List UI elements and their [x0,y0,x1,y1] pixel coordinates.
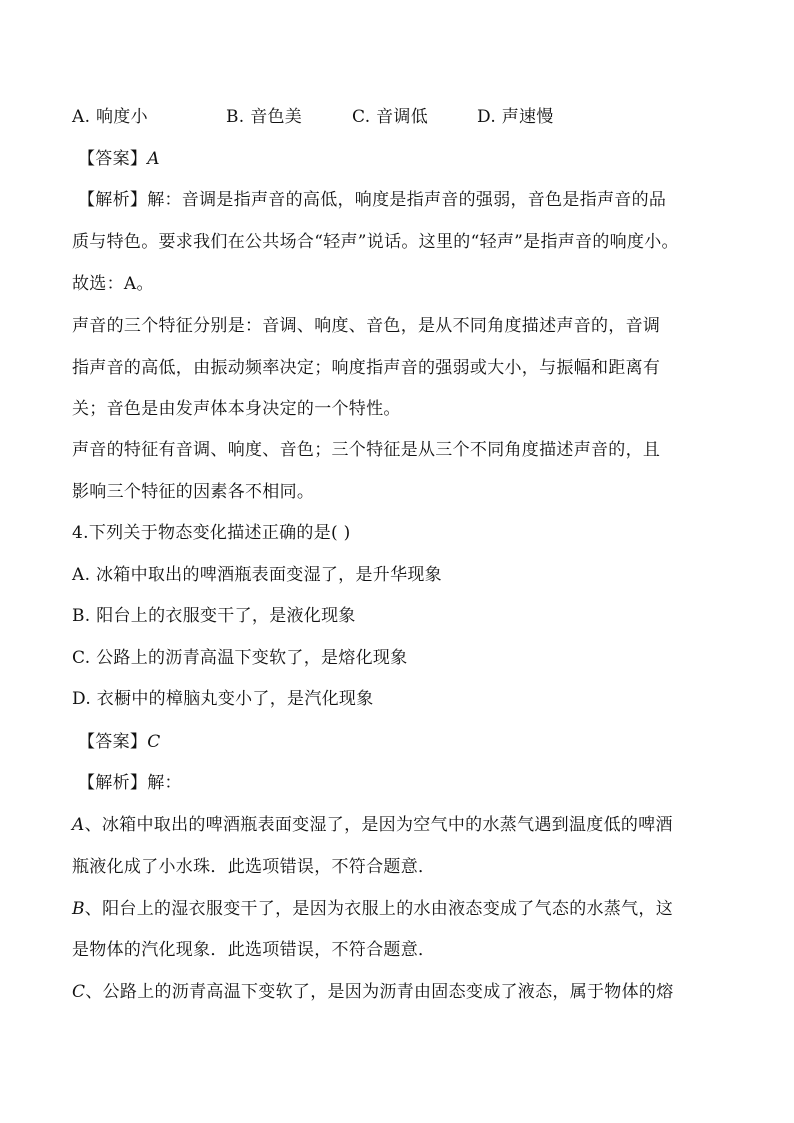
q4-analysis-a-line-1 [72,813,722,837]
q4-analysis-b-line-2: 是物体的汽化现象．此选项错误，不符合题意． [72,940,436,960]
answer-value: C [147,732,161,752]
q4-question: 4.下列关于物态变化描述正确的是( ) [72,523,351,543]
q4-option-d: D. 衣橱中的樟脑丸变小了，是汽化现象 [72,689,374,709]
option-letter: A [72,815,85,835]
answer-label: 【答案】 [78,732,148,752]
q4-analysis-a-line-2: 瓶液化成了小水珠．此选项错误，不符合题意． [72,857,436,877]
analysis-text: 、公路上的沥青高温下变软了，是因为沥青由固态变成了液态，属于物体的熔 [85,982,674,1002]
q4-analysis-head [78,771,728,795]
analysis-label: 【解析】 [78,773,148,793]
q3-option-b: B. 音色美 [226,107,303,127]
q4-answer [78,730,728,754]
analysis-text: 解：音调是指声音的高低，响度是指声音的强弱，音色是指声音的品 [147,190,667,210]
q3-option-a: A. 响度小 [72,107,148,127]
answer-value: A [147,149,160,169]
q3-note-line-2: 指声音的高低，由振动频率决定；响度指声音的强弱或大小，与振幅和距离有 [72,358,661,378]
analysis-label: 【解析】 [78,190,148,210]
q3-option-d: D. 声速慢 [477,107,554,127]
q4-option-a: A. 冰箱中取出的啤酒瓶表面变湿了，是升华现象 [72,565,442,585]
q4-analysis-c-line-1 [72,980,722,1004]
answer-label: 【答案】 [78,149,148,169]
q3-note-line-4: 声音的特征有音调、响度、音色；三个特征是从三个不同角度描述声音的，且 [72,440,661,460]
q3-option-c: C. 音调低 [352,107,429,127]
q3-analysis-line-3: 故选：A。 [72,274,154,294]
q3-options-row [72,105,722,129]
analysis-text: 、阳台上的湿衣服变干了，是因为衣服上的水由液态变成了气态的水蒸气，这 [84,899,673,919]
q4-analysis-b-line-1 [72,897,722,921]
q3-analysis-line-2: 质与特色。要求我们在公共场合“轻声”说话。这里的“轻声”是指声音的响度小。 [72,232,679,252]
q4-option-b: B. 阳台上的衣服变干了，是液化现象 [72,606,356,626]
q3-analysis-line-1 [78,188,728,212]
q4-option-c: C. 公路上的沥青高温下变软了，是熔化现象 [72,648,408,668]
option-letter: C [72,982,86,1002]
analysis-text: 解： [147,773,182,793]
q3-answer [78,147,728,171]
analysis-text: 、冰箱中取出的啤酒瓶表面变湿了，是因为空气中的水蒸气遇到温度低的啤酒 [84,815,673,835]
q3-note-line-5: 影响三个特征的因素各不相同。 [72,482,315,502]
q3-note-line-1: 声音的三个特征分别是：音调、响度、音色，是从不同角度描述声音的，音调 [72,316,661,336]
q3-note-line-3: 关；音色是由发声体本身决定的一个特性。 [72,399,401,419]
option-letter: B [72,899,85,919]
